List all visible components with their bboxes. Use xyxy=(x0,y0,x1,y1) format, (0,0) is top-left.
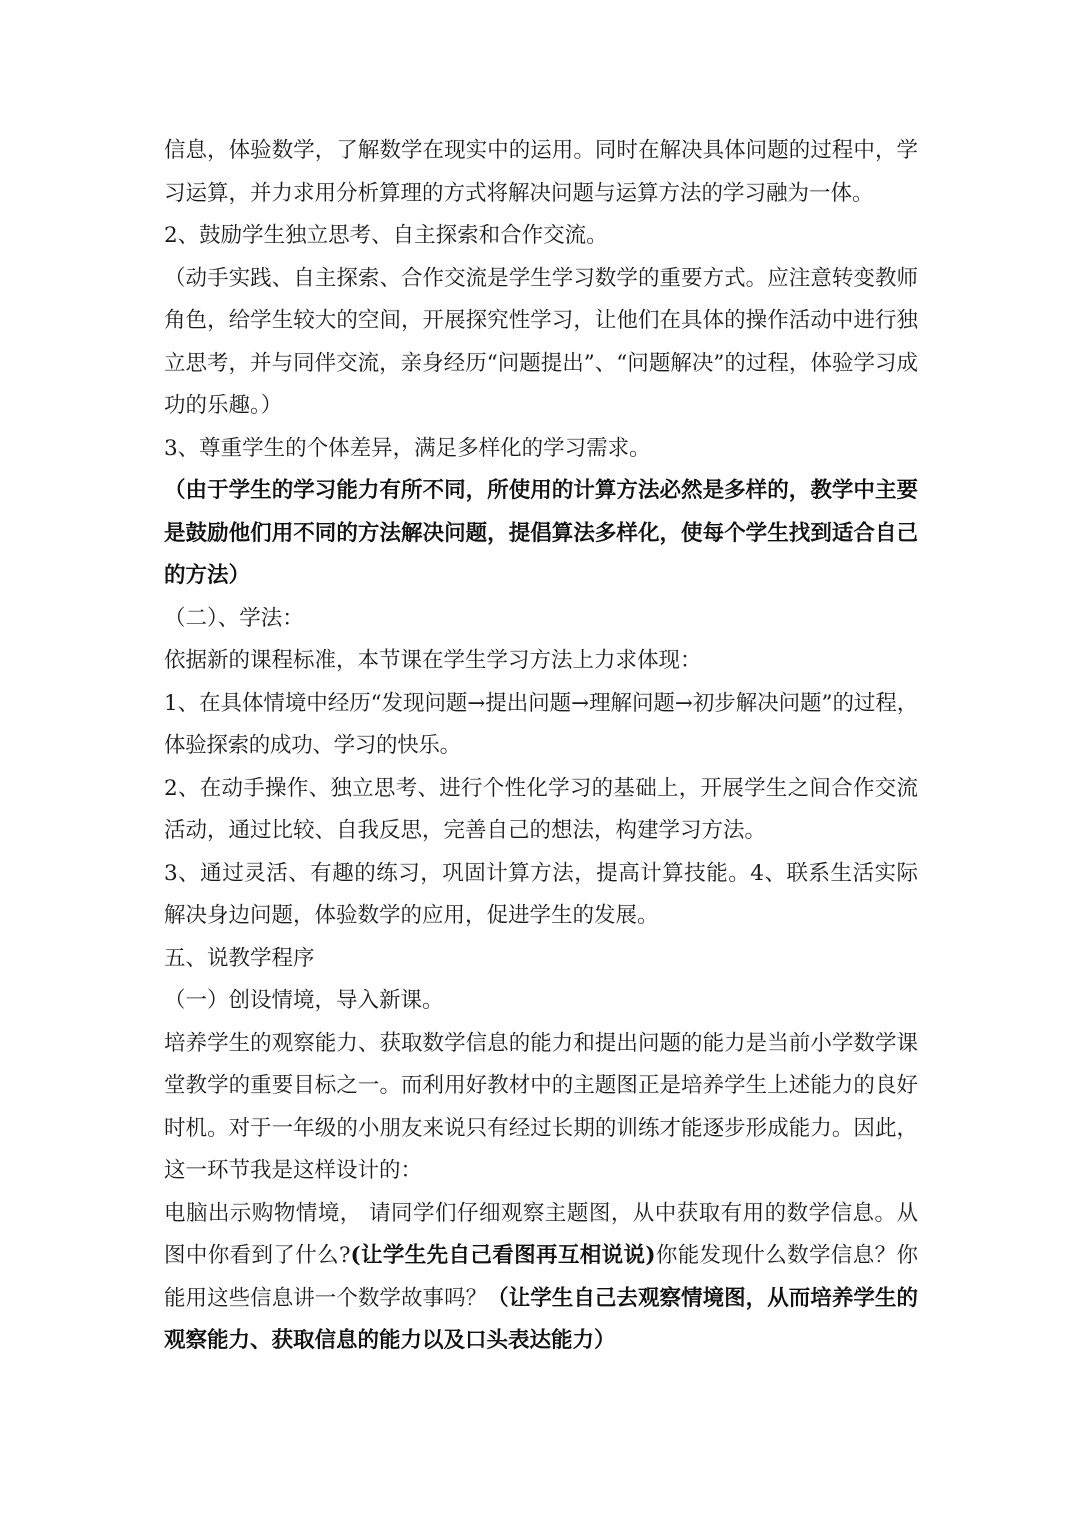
paragraph-learning-method-intro: 依据新的课程标准，本节课在学生学习方法上力求体现： xyxy=(164,648,702,673)
paragraph-method-2: 2、在动手操作、独立思考、进行个性化学习的基础上，开展学生之间合作交流活动，通过比较、自我反思，完善自己的想法，构建学习方法。 xyxy=(164,775,918,843)
paragraph-situation-design xyxy=(164,1193,918,1363)
paragraph-point-3-note: （由于学生的学习能力有所不同，所使用的计算方法必然是多样的，教学中主要是鼓励他们用不同的方法解决问题，提倡算法多样化，使每个学生找到适合自己的方法） xyxy=(164,478,918,588)
design-note-2: （让学生自己去观察情境图，从而培养学生的观察能力、获取信息的能力以及口头表达能力） xyxy=(164,1285,918,1353)
paragraph-point-2: 2、鼓励学生独立思考、自主探索和合作交流。 xyxy=(164,223,608,248)
paragraph-point-2-note: （动手实践、自主探索、合作交流是学生学习数学的重要方式。应注意转变教师角色，给学生较大的空间，开展探究性学习，让他们在具体的操作活动中进行独立思考，并与同伴交流，亲身经历“问题提出”、“问题解决”的过程，体验学习成功的乐趣。） xyxy=(164,265,918,418)
design-text-1: 电脑出示购物情境， 请同学们仔细观察主题图，从中获取有用的数学信息。从图中你看到了什么? xyxy=(164,1200,918,1268)
paragraph-method-3-4: 3、通过灵活、有趣的练习，巩固计算方法，提高计算技能。4、联系生活实际解决身边问题，体验数学的应用，促进学生的发展。 xyxy=(164,860,918,928)
document-body xyxy=(164,130,918,1363)
design-note-1: (让学生先自己看图再互相说说) xyxy=(350,1243,656,1268)
paragraph-point-3: 3、尊重学生的个体差异，满足多样化的学习需求。 xyxy=(164,435,651,461)
design-text-2: 你能发现什么数学信息？你能用这些信息讲一个数学故事吗？ xyxy=(164,1243,918,1311)
section-heading-learning-method: （二）、学法： xyxy=(164,605,304,631)
paragraph-intro: 信息，体验数学，了解数学在现实中的运用。同时在解决具体问题的过程中，学习运算，并力求用分析算理的方式将解决问题与运算方法的学习融为一体。 xyxy=(164,138,918,206)
paragraph-method-1: 1、在具体情境中经历“发现问题→提出问题→理解问题→初步解决问题”的过程，体验探索的成功、学习的快乐。 xyxy=(164,690,918,758)
paragraph-situation-rationale: 培养学生的观察能力、获取数学信息的能力和提出问题的能力是当前小学数学课堂教学的重要目标之一。而利用好教材中的主题图正是培养学生上述能力的良好时机。对于一年级的小朋友来说只有经过长期的训练才能逐步形成能力。因此，这一环节我是这样设计的： xyxy=(164,1030,918,1183)
section-heading-teaching-procedure: 五、说教学程序 xyxy=(164,945,315,971)
subsection-heading-create-situation: （一）创设情境，导入新课。 xyxy=(164,988,444,1013)
